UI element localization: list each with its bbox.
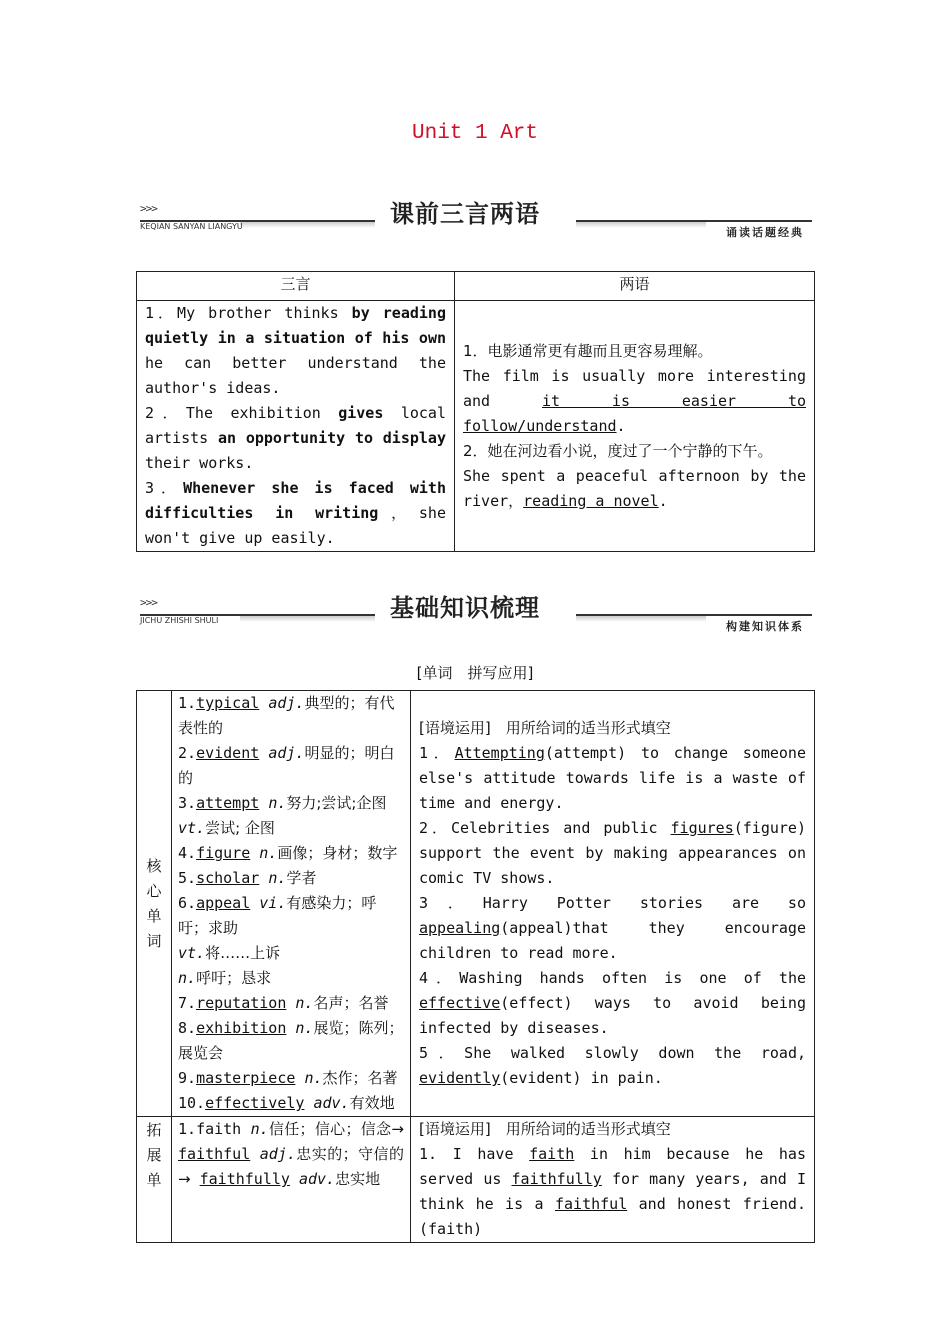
word-entry: 4.figure n.画像；身材；数字 (178, 844, 398, 862)
sentence-table (136, 271, 815, 552)
word-entry: 2.evident adj.明显的；明白的 (178, 744, 395, 787)
translation-2-en: She spent a peaceful afternoon by the river，reading a novel. (463, 466, 806, 510)
word-entry: 3.attempt n.努力;尝试;企图 (178, 794, 387, 812)
core-words-cell (172, 691, 411, 1117)
word-entry: n.呼吁；恳求 (178, 969, 272, 987)
exercise-3: 3．Harry Potter stories are so appealing(appeal)that they encourage children to read more. (419, 894, 806, 962)
word: exhibition (196, 1019, 287, 1037)
word-entry: 6.appeal vi.有感染力；呼吁；求助 (178, 894, 377, 937)
sentence-3: 3．Whenever she is faced with difficulties in writing，she won't give up easily. (145, 479, 446, 547)
exercise-2: 2．Celebrities and public figures(figure) support the event by making appearances on comic TV shows. (419, 819, 806, 887)
extend-words-cell: 1.faith n.信任；信心；信念→ faithful adj.忠实的；守信的→ faithfully adv.忠实地 (172, 1117, 411, 1243)
word-entry: 1.typical adj.典型的；有代表性的 (178, 694, 395, 737)
word-entry: 5.scholar n.学者 (178, 869, 317, 887)
exercise-1: 1．Attempting(attempt) to change someone else's attitude towards life is a waste of time and energy. (419, 744, 806, 812)
word-entry: 9.masterpiece n.杰作；名著 (178, 1069, 398, 1087)
row-label-core (137, 691, 172, 1117)
translation-1-zh: 1．电影通常更有趣而且更容易理解。 (463, 341, 713, 360)
banner-subtitle: 诵读话题经典 (726, 226, 804, 239)
arrows-icon: >>> (140, 596, 157, 609)
row-label-text: 拓展单 (146, 1121, 162, 1189)
liangyu-cell (455, 301, 815, 552)
word-entry: 7.reputation n.名声；名誉 (178, 994, 389, 1012)
page-title: Unit 1 Art (411, 122, 539, 145)
row-label-extend (137, 1117, 172, 1243)
banner-heading: 课前三言两语 (390, 200, 540, 228)
word: effectively (205, 1094, 305, 1112)
word: attempt (196, 794, 260, 812)
extend-exercise-cell (411, 1117, 815, 1243)
row-label-text: 核心单词 (146, 856, 162, 950)
word: masterpiece (196, 1069, 296, 1087)
banner-subtitle: 构建知识体系 (726, 620, 804, 633)
word: figure (196, 844, 251, 862)
sanyan-cell (137, 301, 455, 552)
vocab-table (136, 690, 815, 1243)
translation-2-zh: 2．她在河边看小说，度过了一个宁静的下午。 (463, 441, 773, 460)
word-entry: 10.effectively adv.有效地 (178, 1094, 395, 1112)
section-label: [单词 拼写应用] (416, 664, 534, 682)
extend-exercise-1: 1. I have faith in him because he has served us faithfully for many years, and I think he is a faithful and honest friend.(faith) (419, 1145, 806, 1238)
translation-1-en: The film is usually more interesting and it is easier to follow/understand. (463, 366, 807, 435)
banner-heading: 基础知识梳理 (390, 594, 540, 622)
word-entry: vt.将……上诉 (178, 944, 281, 962)
exercise-5: 5．She walked slowly down the road, evidently(evident) in pain. (419, 1044, 806, 1087)
banner-pinyin: JICHU ZHISHI SHULI (140, 616, 219, 625)
arrows-icon: >>> (140, 202, 157, 215)
sentence-2: 2．The exhibition gives local artists an opportunity to display their works. (145, 404, 446, 472)
task-label: [语境运用] 用所给词的适当形式填空 (419, 1120, 671, 1138)
word: appeal (196, 894, 251, 912)
word: typical (196, 694, 260, 712)
sentence-1: 1．My brother thinks by reading quietly in a situation of his own he can better understand the author's ideas. (145, 304, 446, 397)
col-header-sanyan: 三言 (137, 272, 455, 301)
section-banner-2 (140, 594, 812, 633)
task-label: [语境运用] 用所给词的适当形式填空 (419, 719, 671, 737)
word: reputation (196, 994, 287, 1012)
word-entry: vt.尝试; 企图 (178, 819, 275, 837)
banner-pinyin: KEQIAN SANYAN LIANGYU (140, 222, 243, 231)
section-banner-1 (140, 200, 812, 239)
word: scholar (196, 869, 260, 887)
word: evident (196, 744, 260, 762)
exercise-4: 4．Washing hands often is one of the effective(effect) ways to avoid being infected by diseases. (419, 969, 806, 1037)
word-entry: 8.exhibition n.展览；陈列；展览会 (178, 1019, 404, 1062)
col-header-liangyu: 两语 (455, 272, 815, 301)
core-exercise-cell (411, 691, 815, 1117)
